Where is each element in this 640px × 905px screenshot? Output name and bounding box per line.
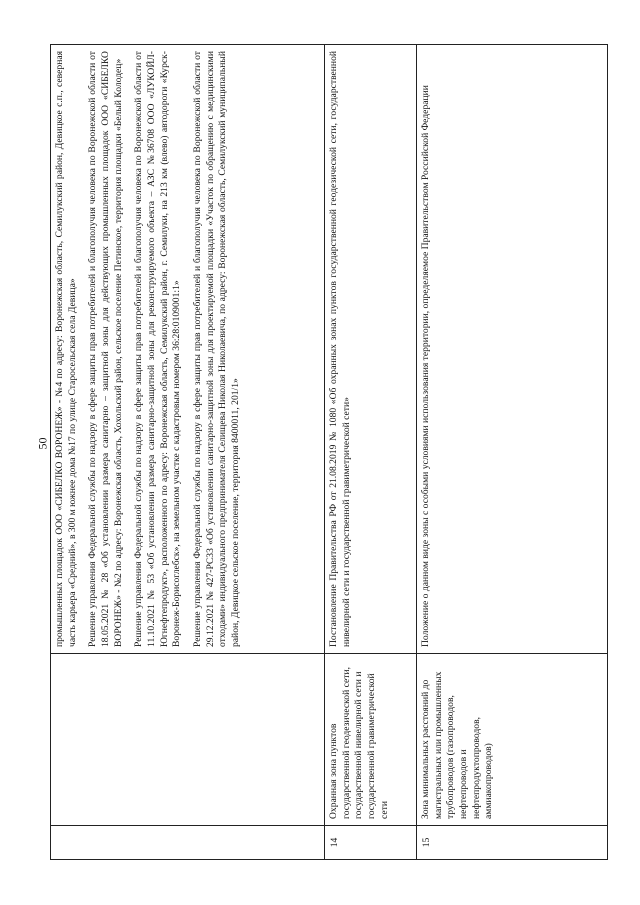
legal-paragraph: Постановление Правительства РФ от 21.08.2019 № 1080 «Об охранных зонах пунктов государственной геодезической сети, государственной нивелирной сети и государственной гравиметрической сети» — [328, 51, 352, 647]
table-row — [325, 45, 417, 860]
document-sheet — [50, 45, 607, 860]
legal-paragraph: Решение управления Федеральной службы по надзору в сфере защиты прав потребителей и благополучия человека по Воронежской области от 11.10.2021 № 53 «Об установлении размера санитарно-защитной зоны для реконструируемого объекта – АЗС №36708 ООО «ЛУКОЙЛ-Югнефтепродукт», расположенного по адресу: Воронежская область, Семилукский район, г. Семилуки, на 213 км (влево) автодороги «Курск-Воронеж-Борисоглебск», на земельном участке с кадастровым номером 36:28:0109001:1» — [133, 51, 183, 647]
legal-paragraph: Решение управления Федеральной службы по надзору в сфере защиты прав потребителей и благополучия человека по Воронежской области от 29.12.2021 № 427-РС33 «Об установлении санитарно-защитной зоны для проектируемой площадки «Участок по обращению с медицинскими отходами» индивидуального предпринимателя Селищева Николая Николаевича, по адресу: Воронежская область, Семилукский муниципальный район, Девицкое сельское поселение, территория 8400011, 201/1» — [191, 51, 241, 647]
legal-basis-cell — [51, 45, 325, 654]
zone-name-cell: Зона минимальных расстояний до магистральных или промышленных трубопроводов (газопроводов, нефтепроводов и нефтепродуктопроводов, аммиакопроводов) — [417, 654, 608, 826]
table-row — [51, 45, 325, 860]
zones-table — [50, 44, 608, 860]
table-row — [417, 45, 608, 860]
legal-paragraph: промышленных площадок ООО «СИБЕЛКО ВОРОНЕЖ» - №4 по адресу: Воронежская область, Семилукский район, Девицкое с.п., северная часть карьера «Средний», в 300 м южнее дома №17 по улице Старосельская села Девица» — [54, 51, 78, 647]
row-number-cell: 15 — [417, 826, 608, 860]
zone-name-cell: Охранная зона пунктов государственной геодезической сети, государственной нивелирной сети и государственной гравиметрической сети — [325, 654, 417, 826]
legal-paragraph: Решение управления Федеральной службы по надзору в сфере защиты прав потребителей и благополучия человека по Воронежской области от 18.05.2021 № 28 «Об установлении размера санитарно – защитной зоны для действующих промышленных площадок ООО «СИБЕЛКО ВОРОНЕЖ» - №2 по адресу: Воронежская область, Хохольский район, сельское поселение Петинское, территория площадки «Белый Колодец» — [87, 51, 124, 647]
zone-name-cell — [51, 654, 325, 826]
row-number-cell: 14 — [325, 826, 417, 860]
legal-basis-cell — [417, 45, 608, 654]
page-number: 50 — [35, 437, 50, 450]
legal-basis-cell — [325, 45, 417, 654]
legal-paragraph: Положение о данном виде зоны с особыми условиями использования территории, определяемое Правительством Российской Федерации — [420, 85, 431, 647]
row-number-cell — [51, 826, 325, 860]
